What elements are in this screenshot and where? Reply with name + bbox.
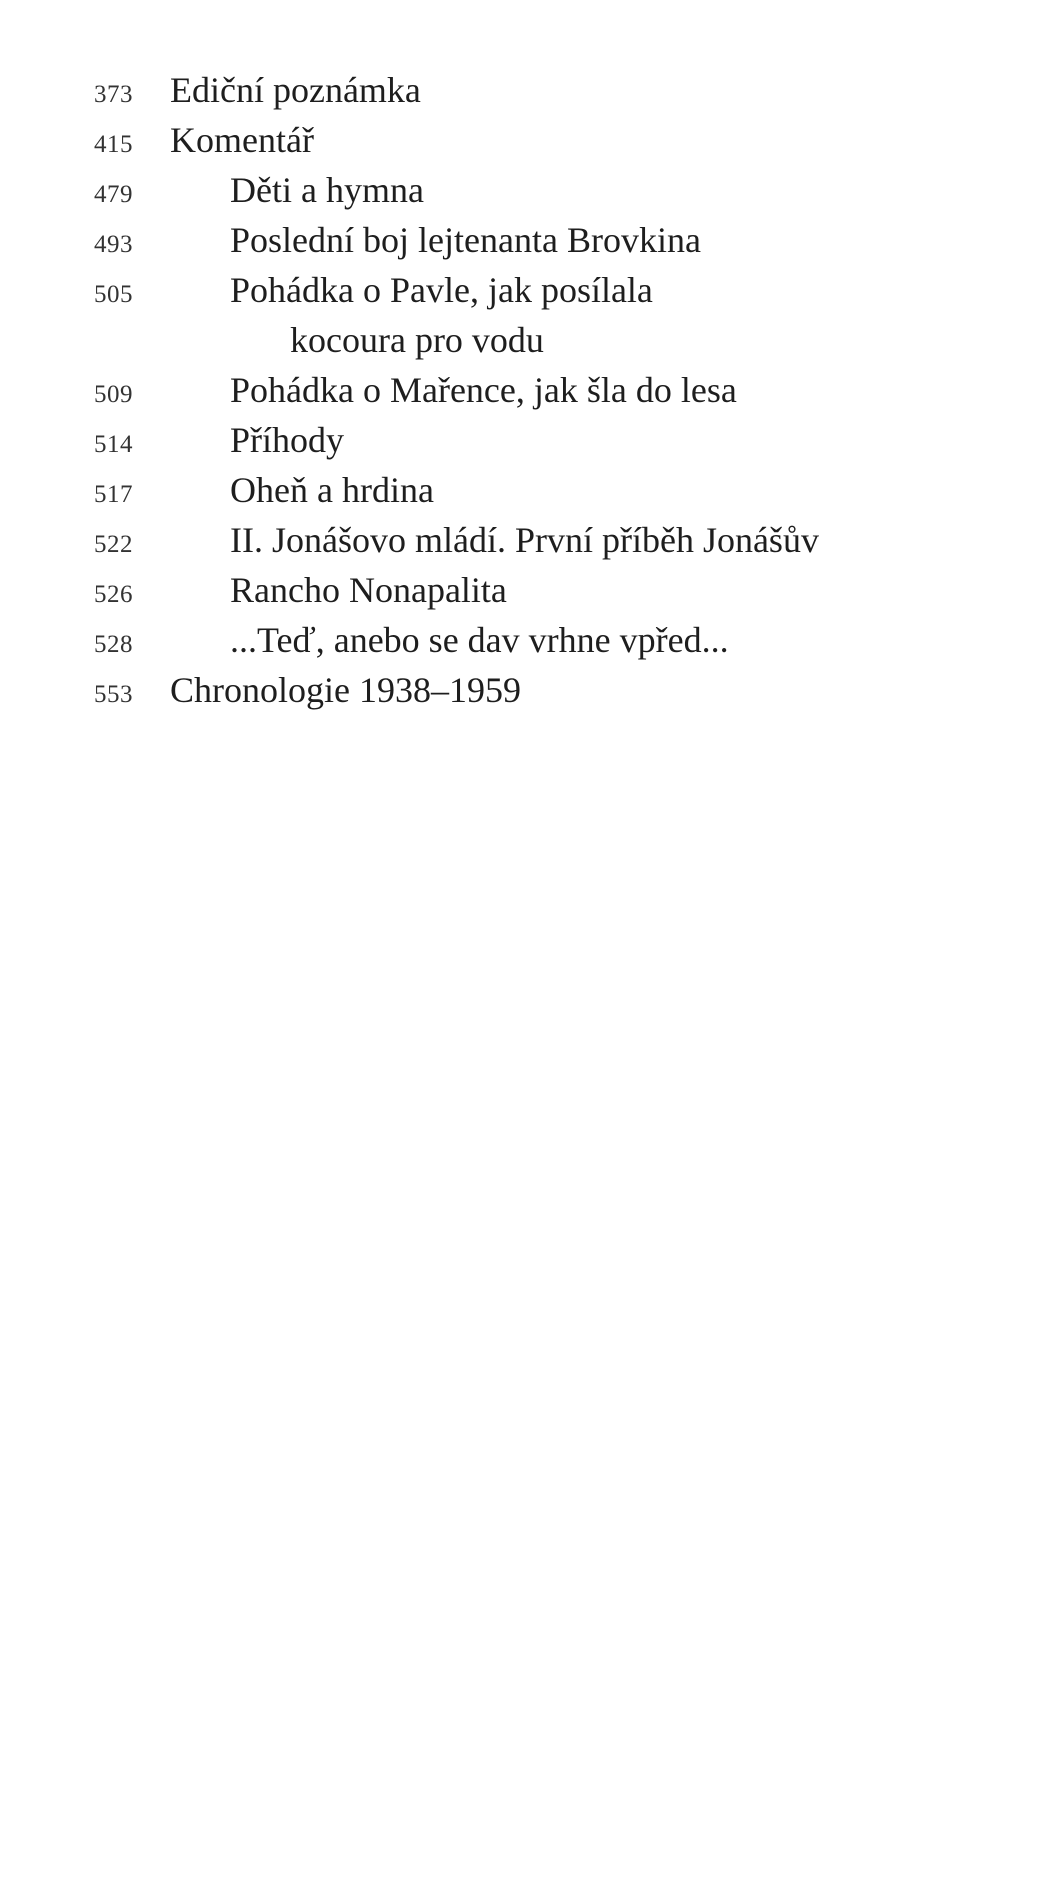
page-number: 373 [94, 81, 133, 108]
entry-title: Oheň a hrdina [230, 470, 434, 510]
table-of-contents [0, 62, 1047, 712]
toc-entry [0, 212, 1047, 262]
page-number: 517 [94, 481, 133, 508]
entry-title: ...Teď, anebo se dav vrhne vpřed... [230, 620, 729, 660]
entry-title: Rancho Nonapalita [230, 570, 507, 610]
page-number: 514 [94, 431, 133, 458]
toc-entry [0, 612, 1047, 662]
toc-entry [0, 462, 1047, 512]
entry-title: Pohádka o Mařence, jak šla do lesa [230, 370, 737, 410]
page-number: 493 [94, 231, 133, 258]
entry-title: II. Jonášovo mládí. První příběh Jonášův [230, 520, 819, 560]
entry-title: Děti a hymna [230, 170, 424, 210]
page-number: 526 [94, 581, 133, 608]
toc-entry [0, 112, 1047, 162]
toc-entry [0, 62, 1047, 112]
page-number: 505 [94, 281, 133, 308]
entry-title: Poslední boj lejtenanta Brovkina [230, 220, 701, 260]
entry-title: Ediční poznámka [170, 70, 421, 110]
page-number: 528 [94, 631, 133, 658]
toc-entry [0, 412, 1047, 462]
entry-title: Příhody [230, 420, 345, 460]
toc-entry [0, 262, 1047, 362]
page-number: 509 [94, 381, 133, 408]
entry-title: Pohádka o Pavle, jak posílala [230, 270, 653, 310]
entry-title: Komentář [170, 120, 314, 160]
toc-entry [0, 512, 1047, 562]
page-number: 415 [94, 131, 133, 158]
page-number: 479 [94, 181, 133, 208]
toc-entry [0, 362, 1047, 412]
toc-entry [0, 162, 1047, 212]
entry-title-continuation: kocoura pro vodu [290, 320, 544, 360]
toc-entry [0, 662, 1047, 712]
toc-entry [0, 562, 1047, 612]
page-number: 553 [94, 681, 133, 708]
page-number: 522 [94, 531, 133, 558]
entry-title: Chronologie 1938–1959 [170, 670, 521, 710]
